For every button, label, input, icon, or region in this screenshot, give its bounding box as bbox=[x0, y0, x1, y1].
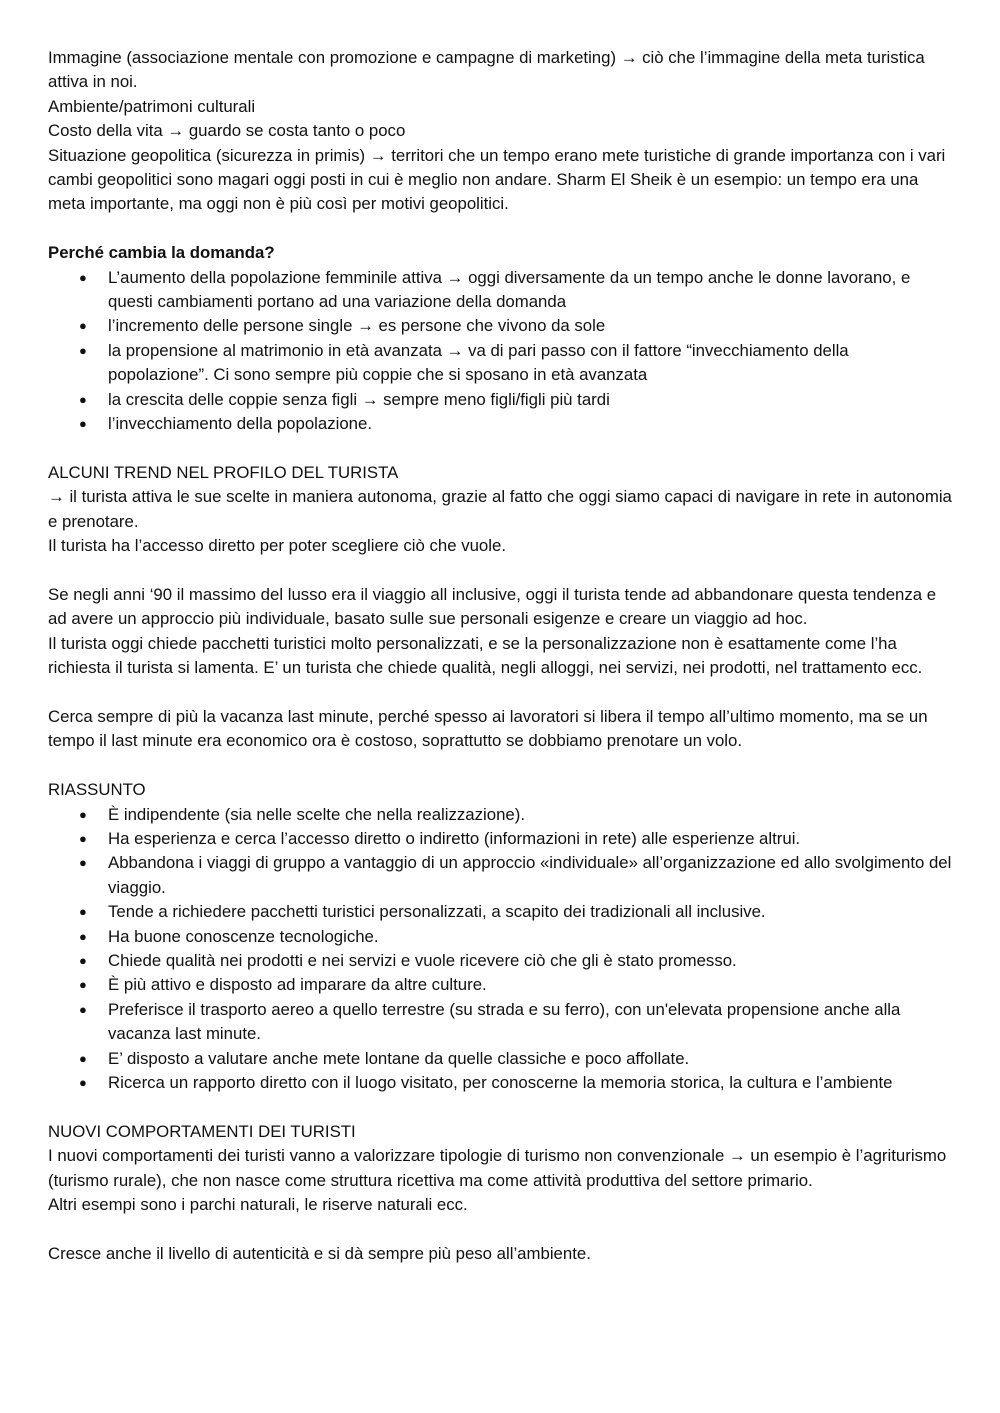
list-item: ● Ricerca un rapporto diretto con il luogo visitato, per conoscerne la memoria storica, la cultura e l’ambiente bbox=[48, 1071, 952, 1095]
list-item: ● L’aumento della popolazione femminile attiva → oggi diversamente da un tempo anche le donne lavorano, e questi cambiamenti portano ad una variazione della domanda bbox=[48, 266, 952, 315]
paragraph-image: Immagine (associazione mentale con promozione e campagne di marketing) → ciò che l’immagine della meta turistica attiva in noi. bbox=[48, 48, 925, 92]
spacer bbox=[48, 217, 952, 241]
paragraph: Il turista oggi chiede pacchetti turistici molto personalizzati, e se la personalizzazione non è esattamente come l’ha richiesta il turista si lamenta. E’ un turista che chiede qualità, negli alloggi, nei servizi, nei prodotti, nel trattamento ecc. bbox=[48, 633, 923, 678]
demand-list bbox=[48, 266, 952, 437]
list-item: ● l’incremento delle persone single → es persone che vivono da sole bbox=[48, 314, 952, 338]
list-item: ● Tende a richiedere pacchetti turistici personalizzati, a scapito dei tradizionali all inclusive. bbox=[48, 900, 952, 924]
paragraph: I nuovi comportamenti dei turisti vanno a valorizzare tipologie di turismo non convenzionale → un esempio è l’agriturismo (turismo rurale), che non nasce come struttura ricettiva ma come attività produttiva del settore primario. bbox=[48, 1146, 947, 1190]
spacer bbox=[48, 1217, 952, 1241]
list-item: ● È indipendente (sia nelle scelte che nella realizzazione). bbox=[48, 803, 952, 827]
paragraph: Il turista ha l’accesso diretto per poter scegliere ciò che vuole. bbox=[48, 536, 506, 556]
paragraph-cost-of-living: Costo della vita → guardo se costa tanto o poco bbox=[48, 121, 406, 141]
spacer bbox=[48, 436, 952, 460]
intro-section bbox=[48, 46, 952, 217]
paragraph: Cresce anche il livello di autenticità e si dà sempre più peso all’ambiente. bbox=[48, 1243, 591, 1263]
spacer bbox=[48, 559, 952, 583]
list-item: ● È più attivo e disposto ad imparare da altre culture. bbox=[48, 973, 952, 997]
new-behaviours-heading: NUOVI COMPORTAMENTI DEI TURISTI bbox=[48, 1121, 356, 1141]
demand-heading: Perché cambia la domanda? bbox=[48, 243, 275, 263]
list-item: ● l’invecchiamento della popolazione. bbox=[48, 412, 952, 436]
trends-heading: ALCUNI TREND NEL PROFILO DEL TURISTA bbox=[48, 462, 399, 482]
paragraph: Se negli anni ‘90 il massimo del lusso era il viaggio all inclusive, oggi il turista tende ad abbandonare questa tendenza e ad avere un approccio più individuale, basato sulle sue personali esigenze e creare un viaggio ad hoc. bbox=[48, 584, 937, 629]
list-item: ● Ha esperienza e cerca l’accesso diretto o indiretto (informazioni in rete) alle esperienze altrui. bbox=[48, 827, 952, 851]
paragraph-geopolitics: Situazione geopolitica (sicurezza in primis) → territori che un tempo erano mete turistiche di grande importanza con i vari cambi geopolitici sono magari oggi posti in cui è meglio non andare. Sharm El Sheik è un esempio: un tempo era una meta importante, ma oggi non è più così per motivi geopolitici. bbox=[48, 145, 946, 214]
demand-section bbox=[48, 241, 952, 436]
spacer bbox=[48, 681, 952, 705]
trends-section bbox=[48, 461, 952, 754]
paragraph: → il turista attiva le sue scelte in maniera autonoma, grazie al fatto che oggi siamo capaci di navigare in rete in autonomia e prenotare. bbox=[48, 487, 952, 531]
summary-heading: RIASSUNTO bbox=[48, 780, 146, 800]
list-item: ● E’ disposto a valutare anche mete lontane da quelle classiche e poco affollate. bbox=[48, 1047, 952, 1071]
list-item: ● Preferisce il trasporto aereo a quello terrestre (su strada e su ferro), con un'elevata propensione anche alla vacanza last minute. bbox=[48, 998, 952, 1047]
list-item: ● Ha buone conoscenze tecnologiche. bbox=[48, 925, 952, 949]
paragraph-environment: Ambiente/patrimoni culturali bbox=[48, 96, 256, 116]
summary-section bbox=[48, 778, 952, 1095]
spacer bbox=[48, 1095, 952, 1119]
summary-list bbox=[48, 803, 952, 1096]
paragraph: Cerca sempre di più la vacanza last minute, perché spesso ai lavoratori si libera il tempo all’ultimo momento, ma se un tempo il last minute era economico ora è costoso, soprattutto se dobbiamo prenotare un volo. bbox=[48, 706, 928, 751]
spacer bbox=[48, 754, 952, 778]
paragraph: Altri esempi sono i parchi naturali, le riserve naturali ecc. bbox=[48, 1195, 468, 1214]
list-item: ● la propensione al matrimonio in età avanzata → va di pari passo con il fattore “invecchiamento della popolazione”. Ci sono sempre più coppie che si sposano in età avanzata bbox=[48, 339, 952, 388]
list-item: ● Abbandona i viaggi di gruppo a vantaggio di un approccio «individuale» all’organizzazione ed allo svolgimento del viaggio. bbox=[48, 851, 952, 900]
list-item: ● Chiede qualità nei prodotti e nei servizi e vuole ricevere ciò che gli è stato promesso. bbox=[48, 949, 952, 973]
new-behaviours-section bbox=[48, 1120, 952, 1266]
list-item: ● la crescita delle coppie senza figli → sempre meno figli/figli più tardi bbox=[48, 388, 952, 412]
